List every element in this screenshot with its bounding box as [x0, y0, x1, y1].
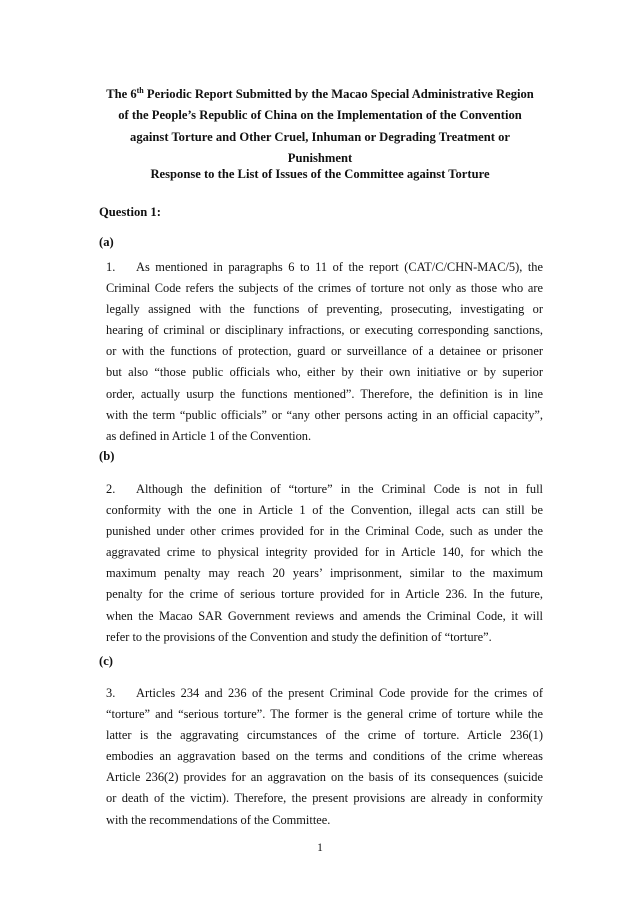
title-line-4: Punishment	[287, 150, 353, 165]
title-line-1: The 6th Periodic Report Submitted by the Macao Special Administrative Region	[106, 85, 534, 101]
paragraph-line: aggravated crime to physical integrity provided for in Article 140, for which the	[106, 545, 543, 560]
paragraph-line: conformity with the one in Article 1 of the Convention, illegal acts can still be	[106, 503, 543, 518]
paragraph-line: 2. Although the definition of “torture” in the Criminal Code is not in full	[106, 479, 543, 500]
paragraph-line: as defined in Article 1 of the Convention.	[106, 428, 312, 443]
paragraph-line: order, actually usurp the functions mentioned”. Therefore, the definition is in line	[106, 386, 543, 401]
title-line-3: against Torture and Other Cruel, Inhuman or Degrading Treatment or	[130, 129, 510, 144]
paragraph-number: 2.	[106, 482, 116, 496]
page-number: 1	[317, 842, 323, 854]
title-line-2: of the People’s Republic of China on the Implementation of the Convention	[118, 108, 522, 123]
paragraph-line: 1. As mentioned in paragraphs 6 to 11 of the report (CAT/C/CHN-MAC/5), the	[106, 257, 543, 278]
paragraph-number: 3.	[106, 686, 116, 700]
paragraph-line: or death of the victim). Therefore, the present provisions are already in conformity	[106, 791, 543, 806]
section-label-c: (c)	[99, 654, 113, 668]
paragraph-line: maximum penalty may reach 20 years’ imprisonment, similar to the maximum	[106, 566, 543, 581]
section-label-b: (b)	[99, 449, 115, 463]
question-heading: Question 1:	[99, 205, 161, 219]
paragraph-line: when the Macao SAR Government reviews and amends the Criminal Code, it will	[106, 608, 543, 623]
paragraph-line: Criminal Code refers the subjects of the crimes of torture not only as those who are	[106, 281, 543, 296]
paragraph-line: latter is the aggravating circumstances of the crime of torture. Article 236(1)	[106, 728, 543, 743]
paragraph-line: penalty for the crime of serious torture provided for in Article 236. In the future,	[106, 587, 543, 602]
paragraph-line: Article 236(2) provides for an aggravation on the basis of its consequences (suicide	[106, 770, 543, 785]
paragraph-line: or with the functions of protection, guard or surveillance of a detainee or prisoner	[106, 344, 543, 359]
report-title	[80, 84, 560, 169]
paragraph-line: with the term “public officials” or “any other persons acting in an official capacity”,	[106, 407, 543, 422]
paragraph-line: embodies an aggravation based on the terms and conditions of the crime whereas	[106, 749, 543, 764]
paragraph-line: refer to the provisions of the Convention and study the definition of “torture”.	[106, 629, 492, 644]
paragraph-line: “torture” and “serious torture”. The former is the general crime of torture while the	[106, 707, 543, 722]
paragraph-line: legally assigned with the functions of preventing, prosecuting, investigating or	[106, 302, 543, 317]
paragraph-1	[106, 257, 543, 447]
paragraph-line: punished under other crimes provided for in the Criminal Code, such as under the	[106, 524, 543, 539]
paragraph-2	[106, 479, 543, 648]
paragraph-line: 3. Articles 234 and 236 of the present Criminal Code provide for the crimes of	[106, 683, 543, 704]
paragraph-number: 1.	[106, 260, 116, 274]
paragraph-line: hearing of criminal or disciplinary infractions, or executing corresponding sanctions,	[106, 323, 543, 338]
report-subtitle: Response to the List of Issues of the Committee against Torture	[150, 167, 490, 181]
section-label-a: (a)	[99, 235, 114, 249]
paragraph-line: but also “those public officials who, either by their own initiative or by superior	[106, 365, 543, 380]
paragraph-3	[106, 683, 543, 831]
paragraph-line: with the recommendations of the Committee.	[106, 812, 331, 827]
